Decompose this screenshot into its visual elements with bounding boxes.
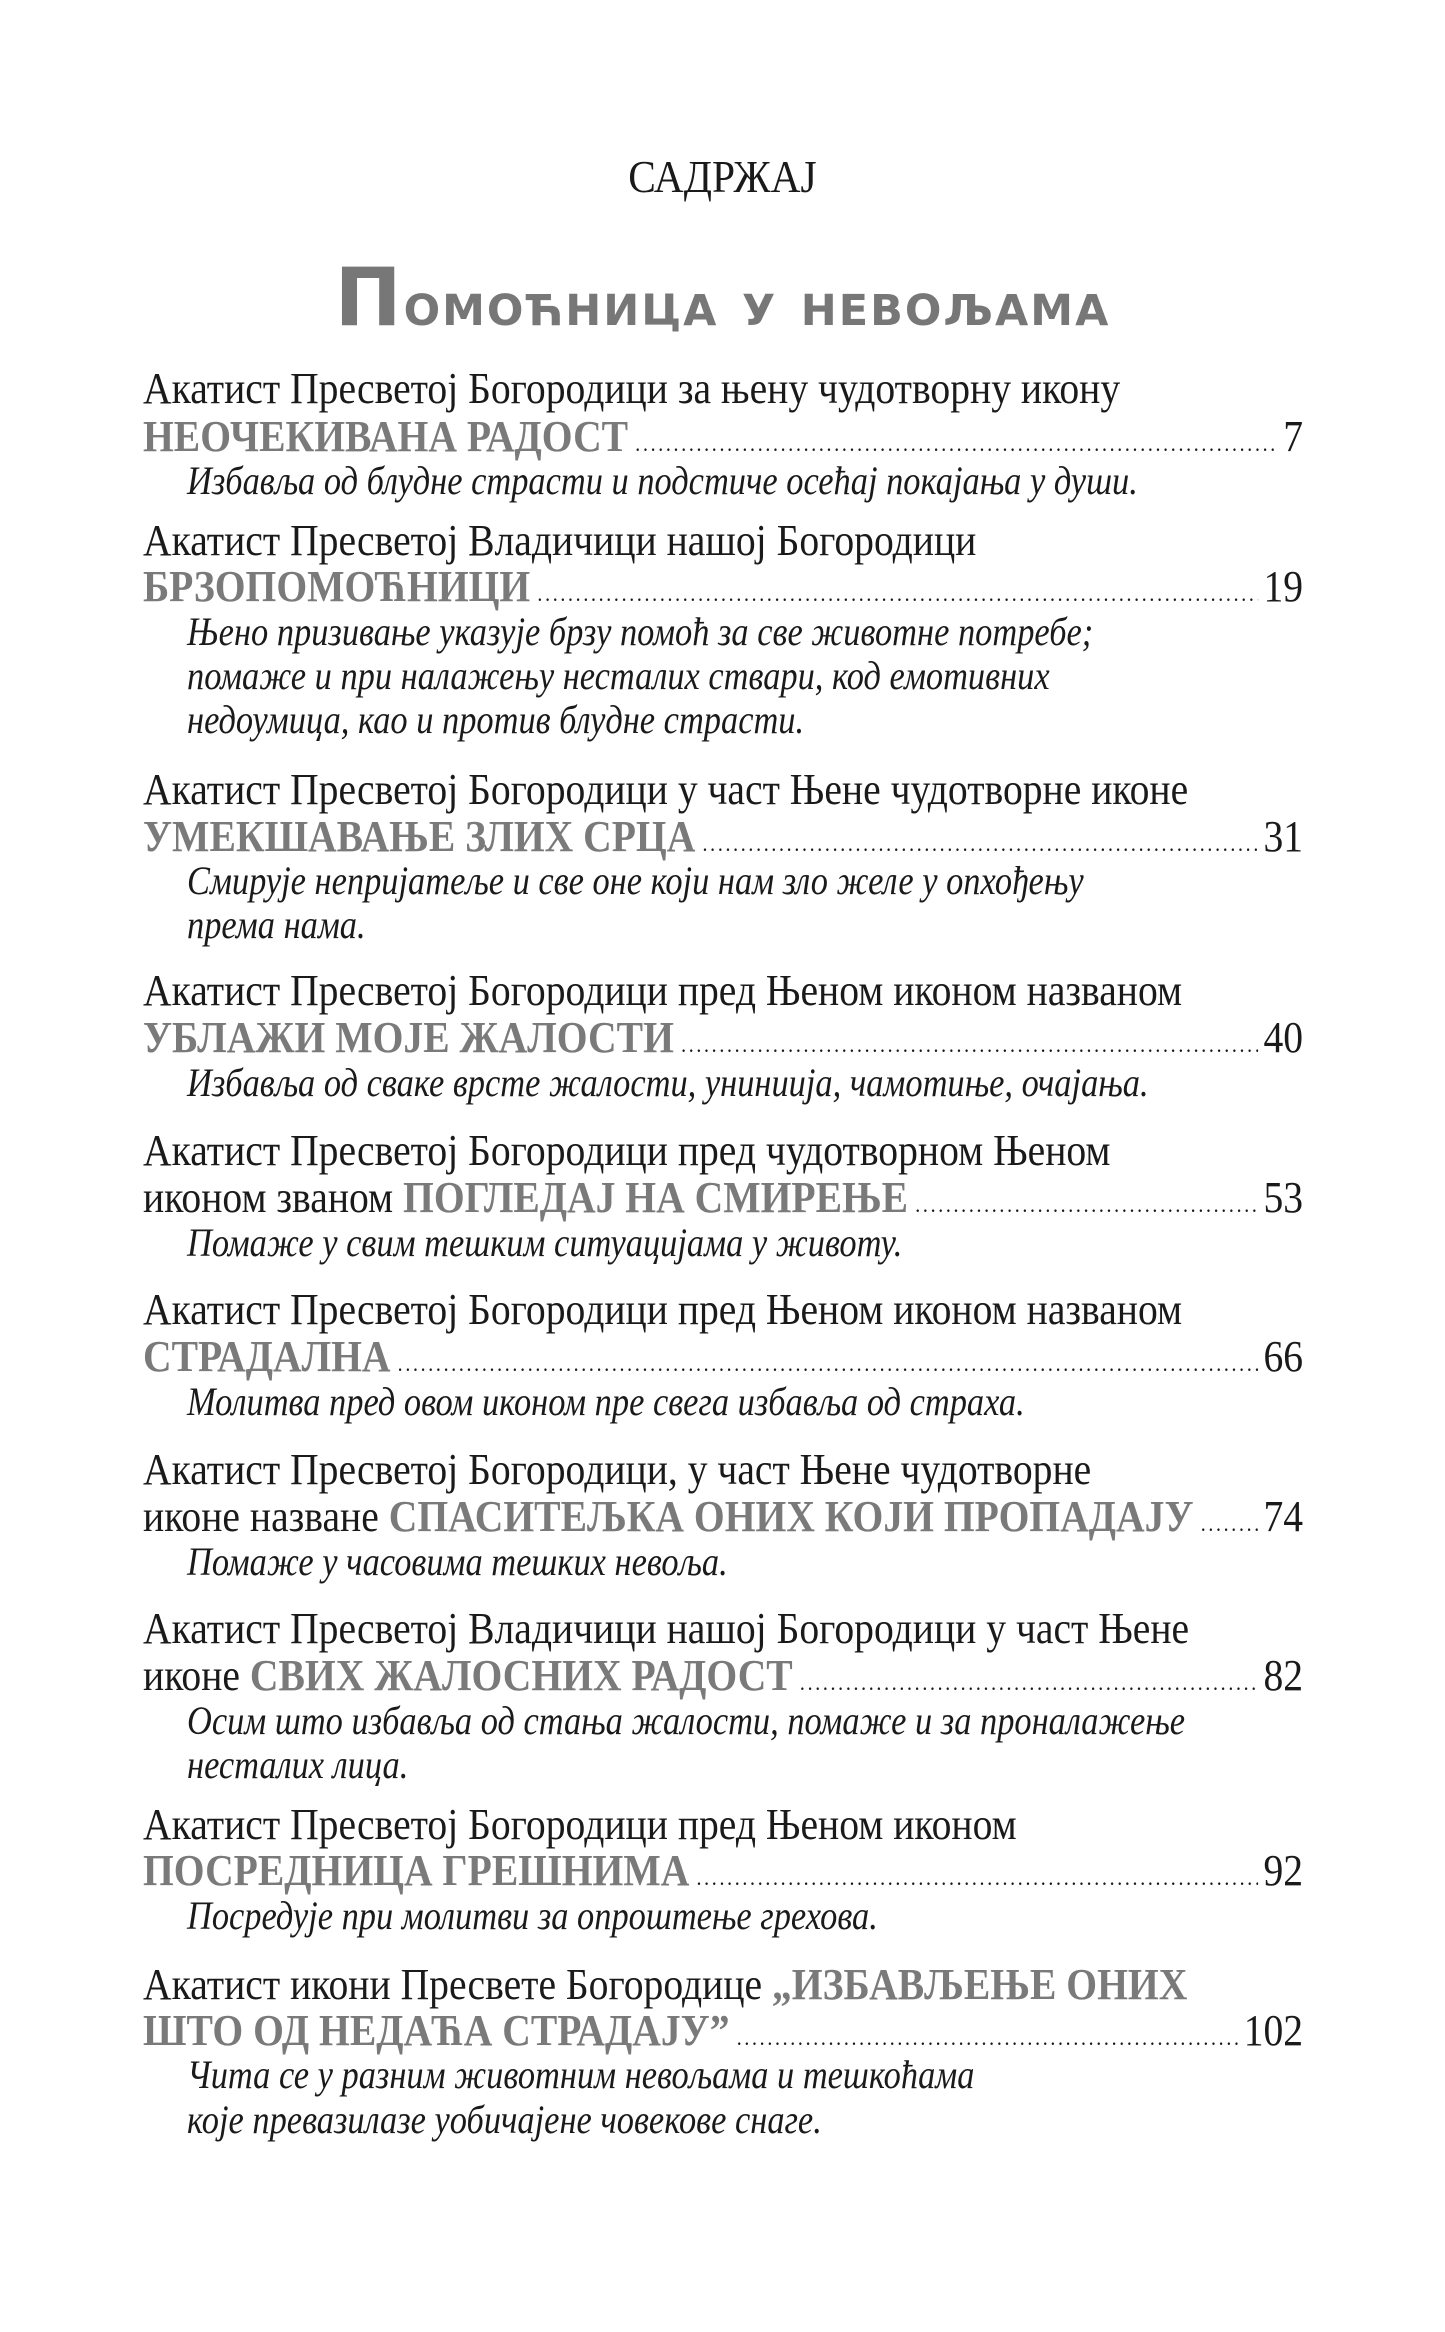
toc-entry-6-desc [187, 1379, 1303, 1425]
toc-entry-9-title-line[interactable] [143, 1847, 1303, 1895]
toc-entry-8-desc-2 [187, 1742, 1303, 1788]
entry-intro-text: Акатист Пресветој Богородици, у част Њене чудотворне [143, 1445, 1092, 1494]
toc-entry-1-desc [187, 458, 1303, 504]
toc-entry-9-intro [143, 1801, 1303, 1849]
entry-title[interactable]: БРЗОПОМОЋНИЦИ [143, 562, 531, 611]
toc-entry-10-intro [143, 1961, 1303, 2009]
entry-intro-text: Акатист Пресветој Владичици нашој Богородици [143, 516, 977, 565]
page-number[interactable]: 53 [1263, 1173, 1304, 1222]
toc-entry-3-title-line[interactable] [143, 813, 1303, 861]
entry-description: недоумица, као и против блудне страсти. [187, 697, 805, 742]
toc-entry-2-intro [143, 517, 1303, 565]
toc-entry-6-intro [143, 1286, 1303, 1334]
toc-entry-7-title-line[interactable] [143, 1493, 1303, 1541]
entry-intro-text: Акатист Пресветој Владичици нашој Богородици у част Њене [143, 1604, 1190, 1653]
toc-entry-4-title-line[interactable] [143, 1014, 1303, 1062]
entry-description: према нама. [187, 902, 366, 947]
entry-intro-text: Акатист Пресветој Богородици пред Њеном иконом названом [143, 1285, 1183, 1334]
entry-title[interactable]: ПОГЛЕДАЈ НА СМИРЕЊЕ [403, 1173, 909, 1222]
entry-intro-text: Акатист Пресветој Богородици у част Њене чудотворне иконе [143, 765, 1189, 814]
entry-title[interactable]: ПОСРЕДНИЦА ГРЕШНИМА [143, 1846, 690, 1895]
section-heading-initial: П [334, 251, 404, 344]
entry-title-prefix: иконе [143, 1651, 250, 1700]
entry-description: Избавља од сваке врсте жалости, униниија, чамотиње, очајања. [187, 1060, 1149, 1105]
toc-entry-7-intro [143, 1446, 1303, 1494]
section-heading-rest: омоћница у невољама [403, 267, 1111, 340]
toc-entry-2-title-line[interactable] [143, 563, 1303, 611]
page-number[interactable]: 74 [1263, 1492, 1304, 1541]
entry-intro-text: Акатист Пресветој Богородици пред Њеном иконом [143, 1800, 1017, 1849]
toc-entry-2-desc-2 [187, 653, 1303, 699]
entry-description: несталих лица. [187, 1742, 409, 1787]
entry-title[interactable]: УМЕКШАВАЊЕ ЗЛИХ СРЦА [143, 812, 696, 861]
entry-description: Молитва пред овом иконом пре свега избавља од страха. [187, 1379, 1025, 1424]
entry-intro-text: Акатист Пресветој Богородици пред чудотворном Њеном [143, 1126, 1111, 1175]
toc-entry-8-intro [143, 1605, 1303, 1653]
entry-description: Чита се у разним животним невољама и тешкоћама [187, 2052, 975, 2097]
page-number[interactable]: 102 [1243, 2006, 1304, 2055]
toc-entry-10-desc-2 [187, 2097, 1303, 2143]
page-number[interactable]: 19 [1263, 562, 1304, 611]
entry-description: Помаже у свим тешким ситуацијама у животу. [187, 1220, 903, 1265]
entry-description: Посредује при молитви за опроштење грехова. [187, 1893, 878, 1938]
toc-entry-4-intro [143, 967, 1303, 1015]
section-heading [0, 251, 1445, 344]
entry-title-part-1[interactable]: „ИЗБАВЉЕЊЕ ОНИХ [772, 1960, 1188, 2009]
page-number[interactable]: 31 [1263, 812, 1304, 861]
toc-entry-3-desc-1 [187, 858, 1303, 904]
entry-description: Осим што избавља од стања жалости, помаже и за проналажење [187, 1698, 1186, 1743]
toc-entry-8-title-line[interactable] [143, 1652, 1303, 1700]
entry-description: Смирује непријатеље и све оне који нам зло желе у опхођењу [187, 858, 1084, 903]
entry-title[interactable]: НЕОЧЕКИВАНА РАДОСТ [143, 412, 629, 461]
page-number[interactable]: 66 [1263, 1332, 1304, 1381]
entry-intro-text: Акатист Пресветој Богородици за њену чудотворну икону [143, 364, 1121, 413]
page-number[interactable]: 82 [1263, 1651, 1304, 1700]
toc-entry-1-intro [143, 365, 1303, 413]
entry-title[interactable]: УБЛАЖИ МОЈЕ ЖАЛОСТИ [143, 1013, 674, 1062]
entry-description: помаже и при налажењу несталих ствари, код емотивних [187, 653, 1050, 698]
page-title: САДРЖАЈ [628, 151, 817, 202]
entry-intro-text: Акатист икони Пресвете Богородице [143, 1960, 773, 2009]
toc-entry-2-desc-1 [187, 609, 1303, 655]
entry-title-prefix: иконом званом [143, 1173, 404, 1222]
page-number[interactable]: 7 [1283, 412, 1304, 461]
toc-entry-10-desc-1 [187, 2052, 1303, 2098]
toc-entry-10-title-line[interactable] [143, 2007, 1303, 2055]
entry-title[interactable]: ШТО ОД НЕДАЋА СТРАДАЈУ” [143, 2006, 730, 2055]
entry-title[interactable]: СТРАДАЛНА [143, 1332, 391, 1381]
toc-entry-5-desc [187, 1220, 1303, 1266]
page-number[interactable]: 40 [1263, 1013, 1304, 1062]
toc-entry-3-desc-2 [187, 902, 1303, 948]
toc-entry-7-desc [187, 1539, 1303, 1585]
entry-title-prefix: иконе назване [143, 1492, 389, 1541]
toc-entry-3-intro [143, 766, 1303, 814]
entry-description: које превазилазе уобичајене човекове снаге. [187, 2097, 822, 2142]
toc-entry-6-title-line[interactable] [143, 1333, 1303, 1381]
entry-description: Избавља од блудне страсти и подстиче осећај покајања у души. [187, 458, 1138, 503]
toc-entry-9-desc [187, 1893, 1303, 1939]
toc-entry-1-title-line[interactable] [143, 413, 1303, 461]
toc-entry-5-title-line[interactable] [143, 1174, 1303, 1222]
toc-entry-2-desc-3 [187, 697, 1303, 743]
entry-description: Њено призивање указује брзу помоћ за све животне потребе; [187, 609, 1094, 654]
entry-title[interactable]: СПАСИТЕЉКА ОНИХ КОЈИ ПРОПАДАЈУ [388, 1492, 1194, 1541]
toc-entry-4-desc [187, 1060, 1303, 1106]
entry-intro-text: Акатист Пресветој Богородици пред Њеном иконом названом [143, 966, 1183, 1015]
toc-entry-8-desc-1 [187, 1698, 1303, 1744]
entry-title[interactable]: СВИХ ЖАЛОСНИХ РАДОСТ [249, 1651, 793, 1700]
page-number[interactable]: 92 [1263, 1846, 1304, 1895]
entry-description: Помаже у часовима тешких невоља. [187, 1539, 728, 1584]
toc-entry-5-intro [143, 1127, 1303, 1175]
